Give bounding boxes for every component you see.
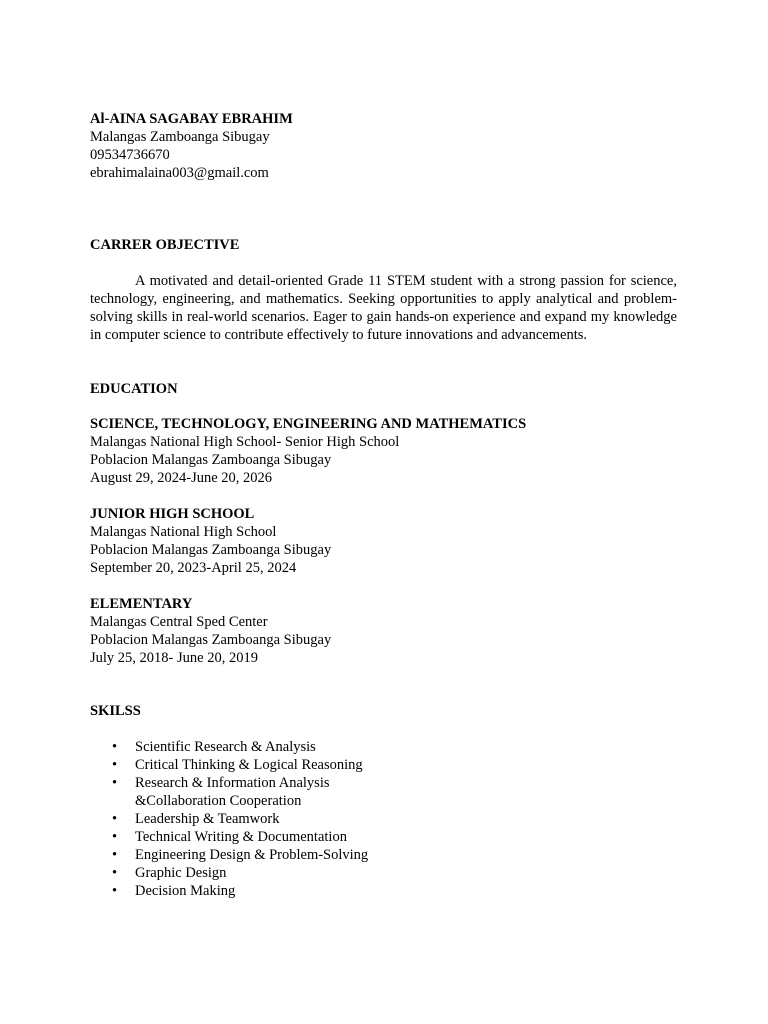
skill-label: Graphic Design [135,865,227,881]
bullet-icon: • [112,883,118,899]
education-school: Malangas National High School- Senior High School [90,434,400,450]
applicant-phone: 09534736670 [90,147,170,163]
education-dates: September 20, 2023-April 25, 2024 [90,560,297,576]
skill-label: Scientific Research & Analysis [135,739,316,755]
skill-label: Research & Information Analysis &Collaboration Cooperation [135,775,330,809]
objective-section [90,236,677,344]
education-location: Poblacion Malangas Zamboanga Sibugay [90,452,332,468]
education-school: Malangas Central Sped Center [90,614,268,630]
education-title: ELEMENTARY [90,596,193,612]
education-heading: EDUCATION [90,381,178,397]
bullet-icon: • [112,811,118,827]
skill-item [90,846,385,864]
bullet-icon: • [112,865,118,881]
education-entry [90,415,677,487]
skill-item [90,774,385,810]
bullet-icon: • [112,757,118,773]
applicant-email: ebrahimalaina003@gmail.com [90,165,269,181]
skill-item [90,864,385,882]
applicant-address: Malangas Zamboanga Sibugay [90,129,270,145]
skill-item [90,810,385,828]
skill-label: Technical Writing & Documentation [135,829,347,845]
skill-item [90,882,385,900]
education-title: SCIENCE, TECHNOLOGY, ENGINEERING AND MATHEMATICS [90,416,527,432]
objective-paragraph: A motivated and detail-oriented Grade 11 STEM student with a strong passion for science, technology, engineering, and mathematics. Seeking opportunities to apply analytical and problem-solving skills in real-world scenarios. Eager to gain hands-on experience and expand my knowledge in computer science to contribute effectively to future innovations and advancements. [90,273,677,343]
skill-label: Leadership & Teamwork [135,811,280,827]
skills-list [90,738,677,900]
education-dates: July 25, 2018- June 20, 2019 [90,650,258,666]
education-dates: August 29, 2024-June 20, 2026 [90,470,273,486]
bullet-icon: • [112,847,118,863]
resume-document [90,110,677,900]
skill-item [90,738,385,756]
skill-label: Critical Thinking & Logical Reasoning [135,757,363,773]
skills-section [90,702,677,900]
skill-item [90,756,385,774]
skill-label: Decision Making [135,883,236,899]
education-section [90,380,677,667]
bullet-icon: • [112,829,118,845]
education-title: JUNIOR HIGH SCHOOL [90,506,255,522]
education-entry [90,505,677,577]
education-location: Poblacion Malangas Zamboanga Sibugay [90,632,332,648]
contact-header [90,110,677,182]
objective-heading: CARRER OBJECTIVE [90,237,240,253]
education-entry [90,595,677,667]
bullet-icon: • [112,739,118,755]
applicant-name: Al-AINA SAGABAY EBRAHIM [90,111,293,127]
education-location: Poblacion Malangas Zamboanga Sibugay [90,542,332,558]
skill-item [90,828,385,846]
education-school: Malangas National High School [90,524,277,540]
bullet-icon: • [112,775,118,791]
skills-heading: SKILSS [90,703,141,719]
skill-label: Engineering Design & Problem-Solving [135,847,369,863]
